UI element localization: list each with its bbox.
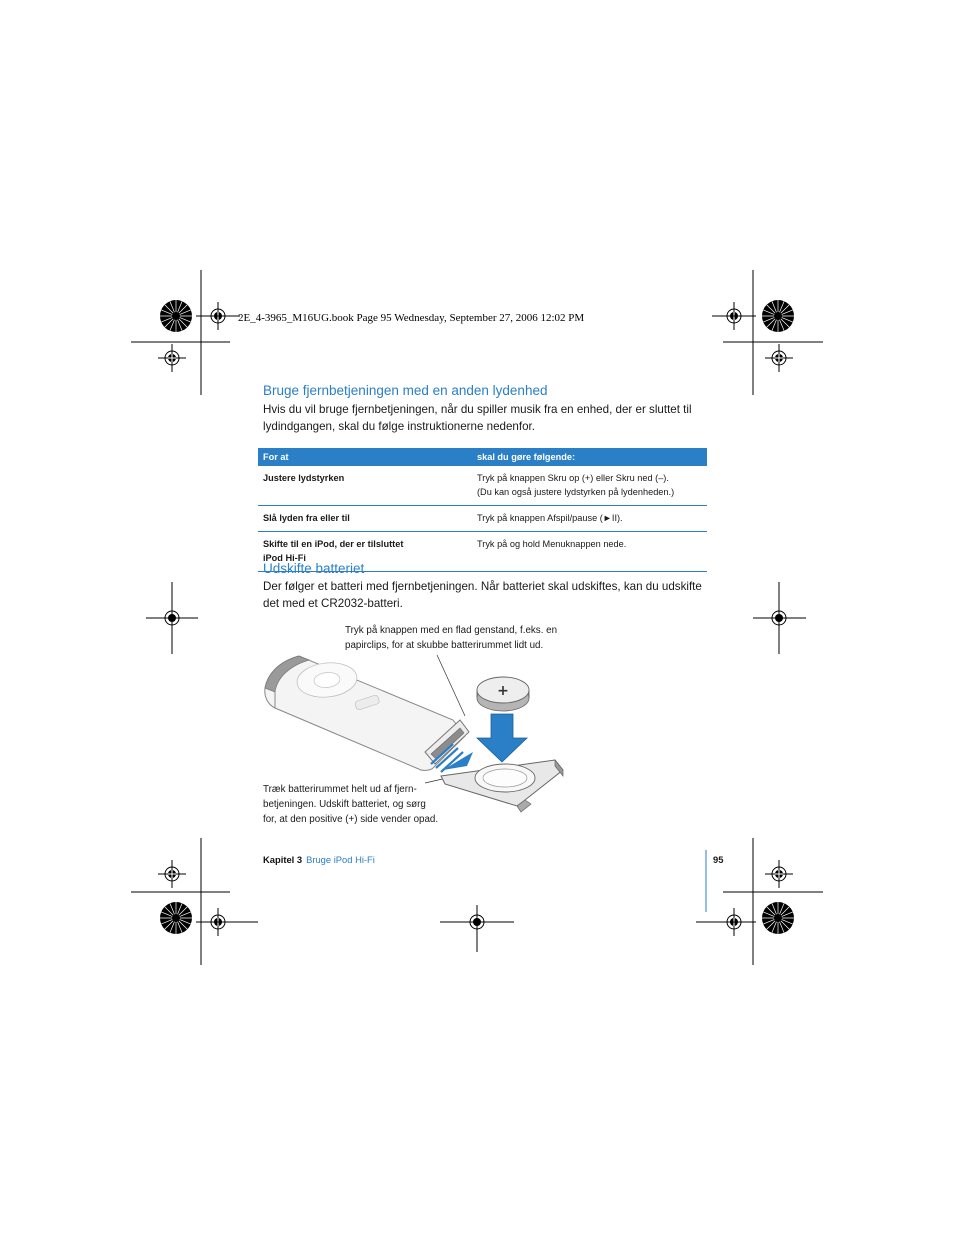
caption-line: betjeningen. Udskift batteriet, og sørg	[263, 799, 426, 810]
coin-battery-icon	[477, 677, 529, 711]
print-header: 2E_4-3965_M16UG.book Page 95 Wednesday, September 27, 2006 12:02 PM	[238, 312, 585, 324]
table-row	[258, 506, 707, 532]
caption-line: papirclips, for at skubbe batterirummet lidt ud.	[345, 640, 544, 651]
crosshair-icon	[158, 860, 186, 888]
table-row	[258, 466, 707, 506]
battery-plus-symbol: +	[497, 683, 509, 699]
paragraph-line: det med et CR2032-batteri.	[263, 597, 403, 610]
page-number: 95	[713, 854, 724, 865]
cell-line: Skifte til en iPod, der er tilsluttet	[263, 539, 404, 549]
table-cell	[472, 532, 707, 572]
caption-line: Træk batterirummet helt ud af fjern-	[263, 784, 417, 795]
crosshair-icon	[765, 344, 793, 372]
paragraph-line: lydindgangen, skal du følge instruktionerne nedenfor.	[263, 420, 535, 433]
section-paragraph	[263, 578, 702, 612]
table-header-row	[258, 448, 707, 466]
battery-tray-icon	[441, 760, 563, 812]
table-cell	[258, 466, 472, 506]
caption-line: Tryk på knappen med en flad genstand, f.eks. en	[345, 625, 558, 636]
registration-wheel-icon	[762, 300, 794, 332]
cell-line: Tryk på knappen Afspil/pause (►II).	[477, 513, 623, 523]
battery-replacement-illustration	[255, 640, 575, 815]
registration-wheel-icon	[762, 902, 794, 934]
chapter-label: Kapitel 3	[263, 854, 303, 865]
instructions-table	[258, 448, 707, 572]
cell-line: Slå lyden fra eller til	[263, 513, 350, 523]
remote-icon	[265, 656, 469, 770]
crosshair-icon	[765, 860, 793, 888]
table-header-cell: For at	[258, 448, 472, 466]
registration-wheel-icon	[160, 902, 192, 934]
cell-line: iPod Hi-Fi	[263, 553, 306, 563]
cell-line: (Du kan også justere lydstyrken på lydenheden.)	[477, 487, 675, 497]
table-cell	[472, 466, 707, 506]
registration-wheel-icon	[160, 300, 192, 332]
insert-arrow-icon	[477, 714, 527, 762]
section-paragraph	[263, 401, 692, 435]
cell-line: Tryk på knappen Skru op (+) eller Skru ned (–).	[477, 473, 669, 483]
caption-line: for, at den positive (+) side vender opad.	[263, 814, 439, 825]
paragraph-line: Der følger et batteri med fjernbetjeningen. Når batteriet skal udskiftes, kan du udskifte	[263, 580, 702, 593]
chapter-title: Bruge iPod Hi-Fi	[306, 854, 375, 865]
table-cell	[472, 506, 707, 532]
table-header-cell: skal du gøre følgende:	[472, 448, 707, 466]
section-heading-remote-other-device: Bruge fjernbetjeningen med en anden lydenhed	[263, 383, 548, 398]
cell-line: Justere lydstyrken	[263, 473, 345, 483]
table-cell	[258, 506, 472, 532]
crosshair-icon	[158, 344, 186, 372]
cell-line: Tryk på og hold Menuknappen nede.	[477, 539, 627, 549]
section-heading-replace-battery: Udskifte batteriet	[263, 561, 365, 576]
footer-chapter	[263, 854, 375, 865]
paragraph-line: Hvis du vil bruge fjernbetjeningen, når du spiller musik fra en enhed, der er sluttet til	[263, 403, 692, 416]
